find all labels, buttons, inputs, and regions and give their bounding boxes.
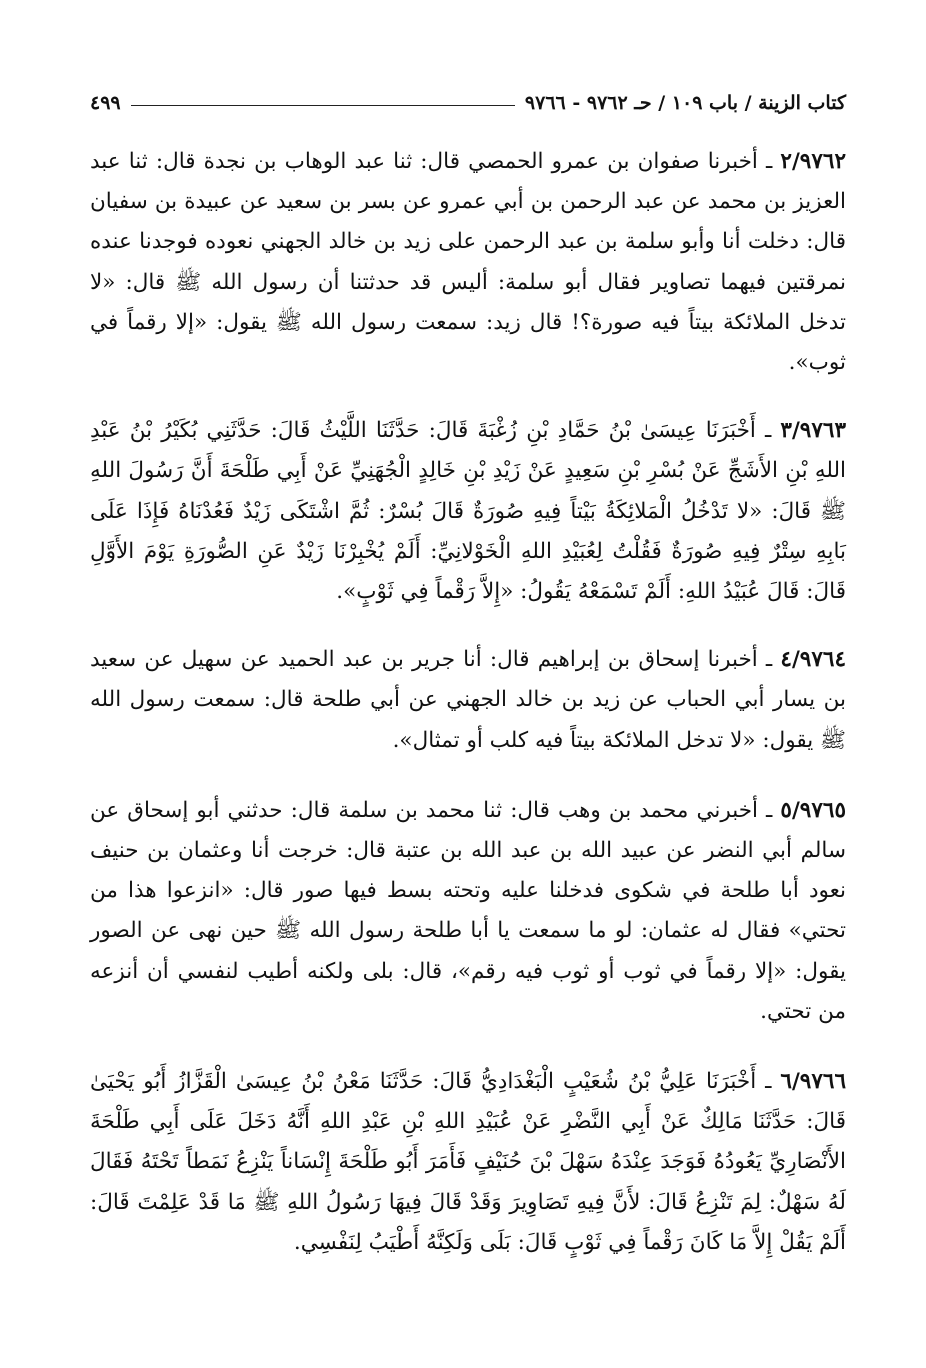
hadith-text: ـ أخبرنا صفوان بن عمرو الحمصي قال: ثنا عبد الوهاب بن نجدة قال: ثنا عبد العزيز بن محمد عن عبد الرحمن بن أبي عمرو عن بسر بن سعيد عن عبيدة بن سفيان قال: دخلت أنا وأبو سلمة بن عبد الرحمن على زيد بن خالد الجهني نعوده فوجدنا عنده نمرقتين فيهما تصاوير فقال أبو سلمة: أليس قد حدثتنا أن رسول الله ﷺ قال: «لا تدخل الملائكة بيتاً فيه صورة؟! قال زيد: سمعت رسول الله ﷺ يقول: «إلا رقماً في ثوب». — [90, 149, 846, 376]
hadith-number: ٣/٩٧٦٣ — [780, 418, 846, 444]
header-rule — [131, 105, 515, 106]
hadith-text: ـ أَخْبَرَنَا عَلِيُّ بْنُ شُعَيْبٍ الْبَغْدَادِيُّ قَالَ: حَدَّثَنَا مَعْنُ بْنُ عِيسَىٰ الْقَزَّازُ أَبُو يَحْيَىٰ قَالَ: حَدَّثَنَا مَالِكٌ عَنْ أَبِي النَّضْرِ عَنْ عُبَيْدِ اللهِ بْنِ عَبْدِ اللهِ أَنَّهُ دَخَلَ عَلَى أَبِي طَلْحَةَ الأَنْصَارِيِّ يَعُودُهُ فَوَجَدَ عِنْدَهُ سَهْلَ بْنَ حُنَيْفٍ فَأَمَرَ أَبُو طَلْحَةَ إِنْسَاناً يَنْزِعُ نَمَطاً تَحْتَهُ فَقَالَ لَهُ سَهْلٌ: لِمَ تَنْزِعُ قَالَ: لأَنَّ فِيهِ تَصَاوِيرَ وَقَدْ قَالَ فِيهَا رَسُولُ اللهِ ﷺ مَا قَدْ عَلِمْتَ قَالَ: أَلَمْ يَقُلْ إِلاَّ مَا كَانَ رَقْماً فِي ثَوْبٍ قَالَ: بَلَى وَلَكِنَّهُ أَطْيَبُ لِنَفْسِي. — [90, 1069, 846, 1255]
page-number: ٤٩٩ — [90, 92, 121, 114]
book-title: كتاب الزينة / باب ١٠٩ / حـ ٩٧٦٢ - ٩٧٦٦ — [524, 92, 846, 114]
hadith-text: ـ أَخْبَرَنَا عِيسَىٰ بْنُ حَمَّادِ بْنِ زُغْبَةَ قَالَ: حَدَّثَنَا اللَّيْثُ قَالَ: حَدَّثَنِي بُكَيْرُ بْنُ عَبْدِ اللهِ بْنِ الأَشَجِّ عَنْ بُسْرِ بْنِ سَعِيدٍ عَنْ زَيْدِ بْنِ خَالِدٍ الْجُهَنِيِّ عَنْ أَبِي طَلْحَةَ أَنَّ رَسُولَ اللهِ ﷺ قَالَ: «لا تَدْخُلُ الْمَلائِكَةُ بَيْتاً فِيهِ صُورَةٌ قَالَ بُسْرٌ: ثُمَّ اشْتَكَى زَيْدٌ فَعُدْنَاهُ فَإِذَا عَلَى بَابِهِ سِتْرٌ فِيهِ صُورَةٌ فَقُلْتُ لِعُبَيْدِ اللهِ الْخَوْلانِيِّ: أَلَمْ يُخْبِرْنَا زَيْدٌ عَنِ الصُّورَةِ يَوْمَ الأَوَّلِ قَالَ: قَالَ عُبَيْدُ اللهِ: أَلَمْ تَسْمَعْهُ يَقُولُ: «إِلاَّ رَقْماً فِي ثَوْبٍ». — [90, 418, 846, 605]
hadith-9764 — [90, 640, 846, 761]
book-page — [90, 80, 846, 1263]
hadith-9766 — [90, 1062, 846, 1263]
hadith-text: ـ أخبرنا إسحاق بن إبراهيم قال: أنا جرير بن عبد الحميد عن سهيل عن سعيد بن يسار أبي الحباب عن زيد بن خالد الجهني عن أبي طلحة قال: سمعت رسول الله ﷺ يقول: «لا تدخل الملائكة بيتاً فيه كلب أو تمثال». — [90, 647, 846, 753]
hadith-9762 — [90, 142, 846, 383]
running-header — [90, 80, 846, 114]
hadith-number: ٢/٩٧٦٢ — [780, 149, 846, 174]
hadith-9765 — [90, 791, 846, 1032]
hadith-number: ٥/٩٧٦٥ — [780, 797, 846, 823]
hadith-9763 — [90, 411, 846, 612]
hadith-number: ٤/٩٧٦٤ — [780, 647, 846, 673]
hadith-number: ٦/٩٧٦٦ — [780, 1069, 846, 1095]
hadith-text: ـ أخبرني محمد بن وهب قال: ثنا محمد بن سلمة قال: حدثني أبو إسحاق عن سالم أبي النضر عن عبيد الله بن عبد الله بن عتبة قال: خرجت أنا وعثمان بن حنيف نعود أبا طلحة في شكوى فدخلنا عليه وتحته بسط فيها صور قال: «انزعوا هذا من تحتي» فقال له عثمان: لو ما سمعت يا أبا طلحة رسول الله ﷺ حين نهى عن الصور يقول: «إلا رقماً في ثوب أو ثوب فيه رقم»، قال: بلى ولكنه أطيب لنفسي أن أنزعه من تحتي. — [90, 797, 846, 1024]
